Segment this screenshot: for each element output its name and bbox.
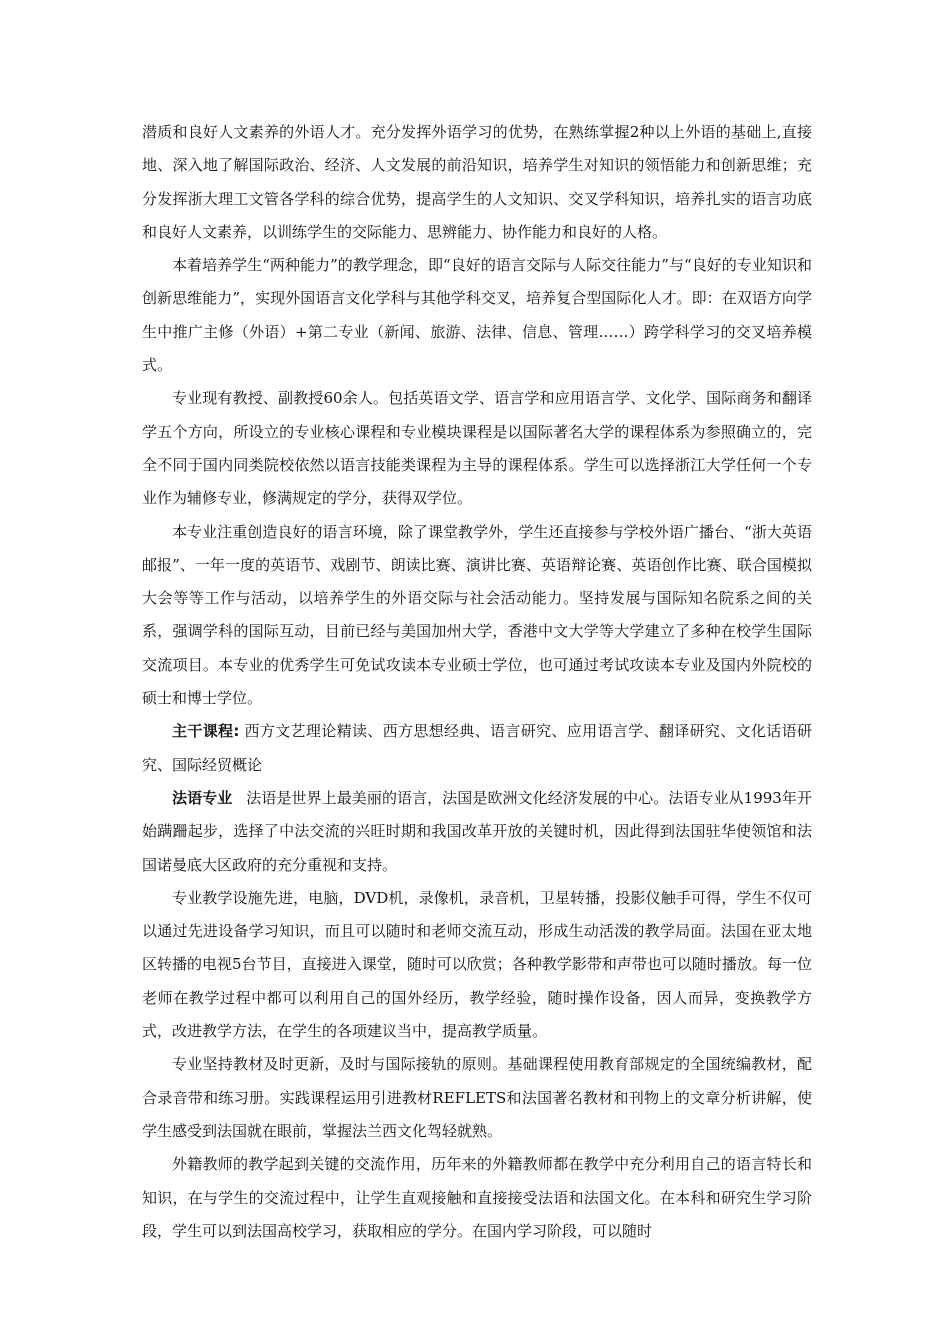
paragraph-teaching-facilities: 专业教学设施先进，电脑，DVD机，录像机，录音机，卫星转播，投影仪触手可得，学生不仅可以通过先进设备学习知识，而且可以随时和老师交流互动，形成生动活泼的教学局面。法国在亚太地区转播的电视5台节目，直接进入课堂，随时可以欣赏；各种教学影带和声带也可以随时播放。每一位老师在教学过程中都可以利用自己的国外经历，教学经验，随时操作设备，因人而异，变换教学方式，改进教学方法，在学生的各项建议当中，提高教学质量。 — [142, 888, 812, 1041]
paragraph-two-abilities: 本着培养学生“两种能力”的教学理念，即“良好的语言交际与人际交往能力”与“良好的专业知识和创新思维能力”，实现外国语言文化学科与其他学科交叉，培养复合型国际化人才。即：在双语方向学生中推广主修（外语）+第二专业（新闻、旅游、法律、信息、管理……）跨学科学习的交叉培养模式。 — [142, 256, 812, 375]
document-page — [142, 116, 812, 1248]
main-courses-label: 主干课程: — [172, 722, 240, 741]
french-major-heading: 法语专业 — [172, 788, 233, 807]
french-major-text: 法语是世界上最美丽的语言，法国是欧洲文化经济发展的中心。法语专业从1993年开始蹒跚起步，选择了中法交流的兴旺时期和我国改革开放的关键时机，因此得到法国驻华使领馆和法国诺曼底大区政府的充分重视和支持。 — [142, 788, 812, 874]
paragraph-language-environment: 本专业注重创造良好的语言环境，除了课堂教学外，学生还直接参与学校外语广播台、“浙大英语邮报”、一年一度的英语节、戏剧节、朗读比赛、演讲比赛、英语辩论赛、英语创作比赛、联合国模拟大会等等工作与活动，以培养学生的外语交际与社会活动能力。坚持发展与国际知名院系之间的关系，强调学科的国际互动，目前已经与美国加州大学，香港中文大学等大学建立了多种在校学生国际交流项目。本专业的优秀学生可免试攻读本专业硕士学位，也可通过考试攻读本专业及国内外院校的硕士和博士学位。 — [142, 522, 812, 708]
main-courses-text: 西方文艺理论精读、西方思想经典、语言研究、应用语言学、翻译研究、文化话语研究、国际经贸概论 — [142, 722, 812, 774]
paragraph-talent-cultivation: 潜质和良好人文素养的外语人才。充分发挥外语学习的优势，在熟练掌握2种以上外语的基础上,直接地、深入地了解国际政治、经济、人文发展的前沿知识，培养学生对知识的领悟能力和创新思维；充分发挥浙大理工文管各学科的综合优势，提高学生的人文知识、交叉学科知识，培养扎实的语言功底和良好人文素养，以训练学生的交际能力、思辨能力、协作能力和良好的人格。 — [142, 123, 812, 241]
paragraph-faculty: 专业现有教授、副教授60余人。包括英语文学、语言学和应用语言学、文化学、国际商务和翻译学五个方向，所设立的专业核心课程和专业模块课程是以国际著名大学的课程体系为参照确立的，完全不同于国内同类院校依然以语言技能类课程为主导的课程体系。学生可以选择浙江大学任何一个专业作为辅修专业，修满规定的学分，获得双学位。 — [142, 389, 812, 508]
paragraph-french-major — [142, 782, 812, 882]
paragraph-foreign-teachers: 外籍教师的教学起到关键的交流作用，历年来的外籍教师都在教学中充分利用自己的语言特长和知识，在与学生的交流过程中，让学生直观接触和直接接受法语和法国文化。在本科和研究生学习阶段，学生可以到法国高校学习，获取相应的学分。在国内学习阶段，可以随时 — [142, 1155, 812, 1240]
paragraph-textbooks: 专业坚持教材及时更新，及时与国际接轨的原则。基础课程使用教育部规定的全国统编教材，配合录音带和练习册。实践课程运用引进教材REFLETS和法国著名教材和刊物上的文章分析讲解，使学生感受到法国就在眼前，掌握法兰西文化驾轻就熟。 — [142, 1055, 812, 1140]
paragraph-main-courses — [142, 715, 812, 782]
